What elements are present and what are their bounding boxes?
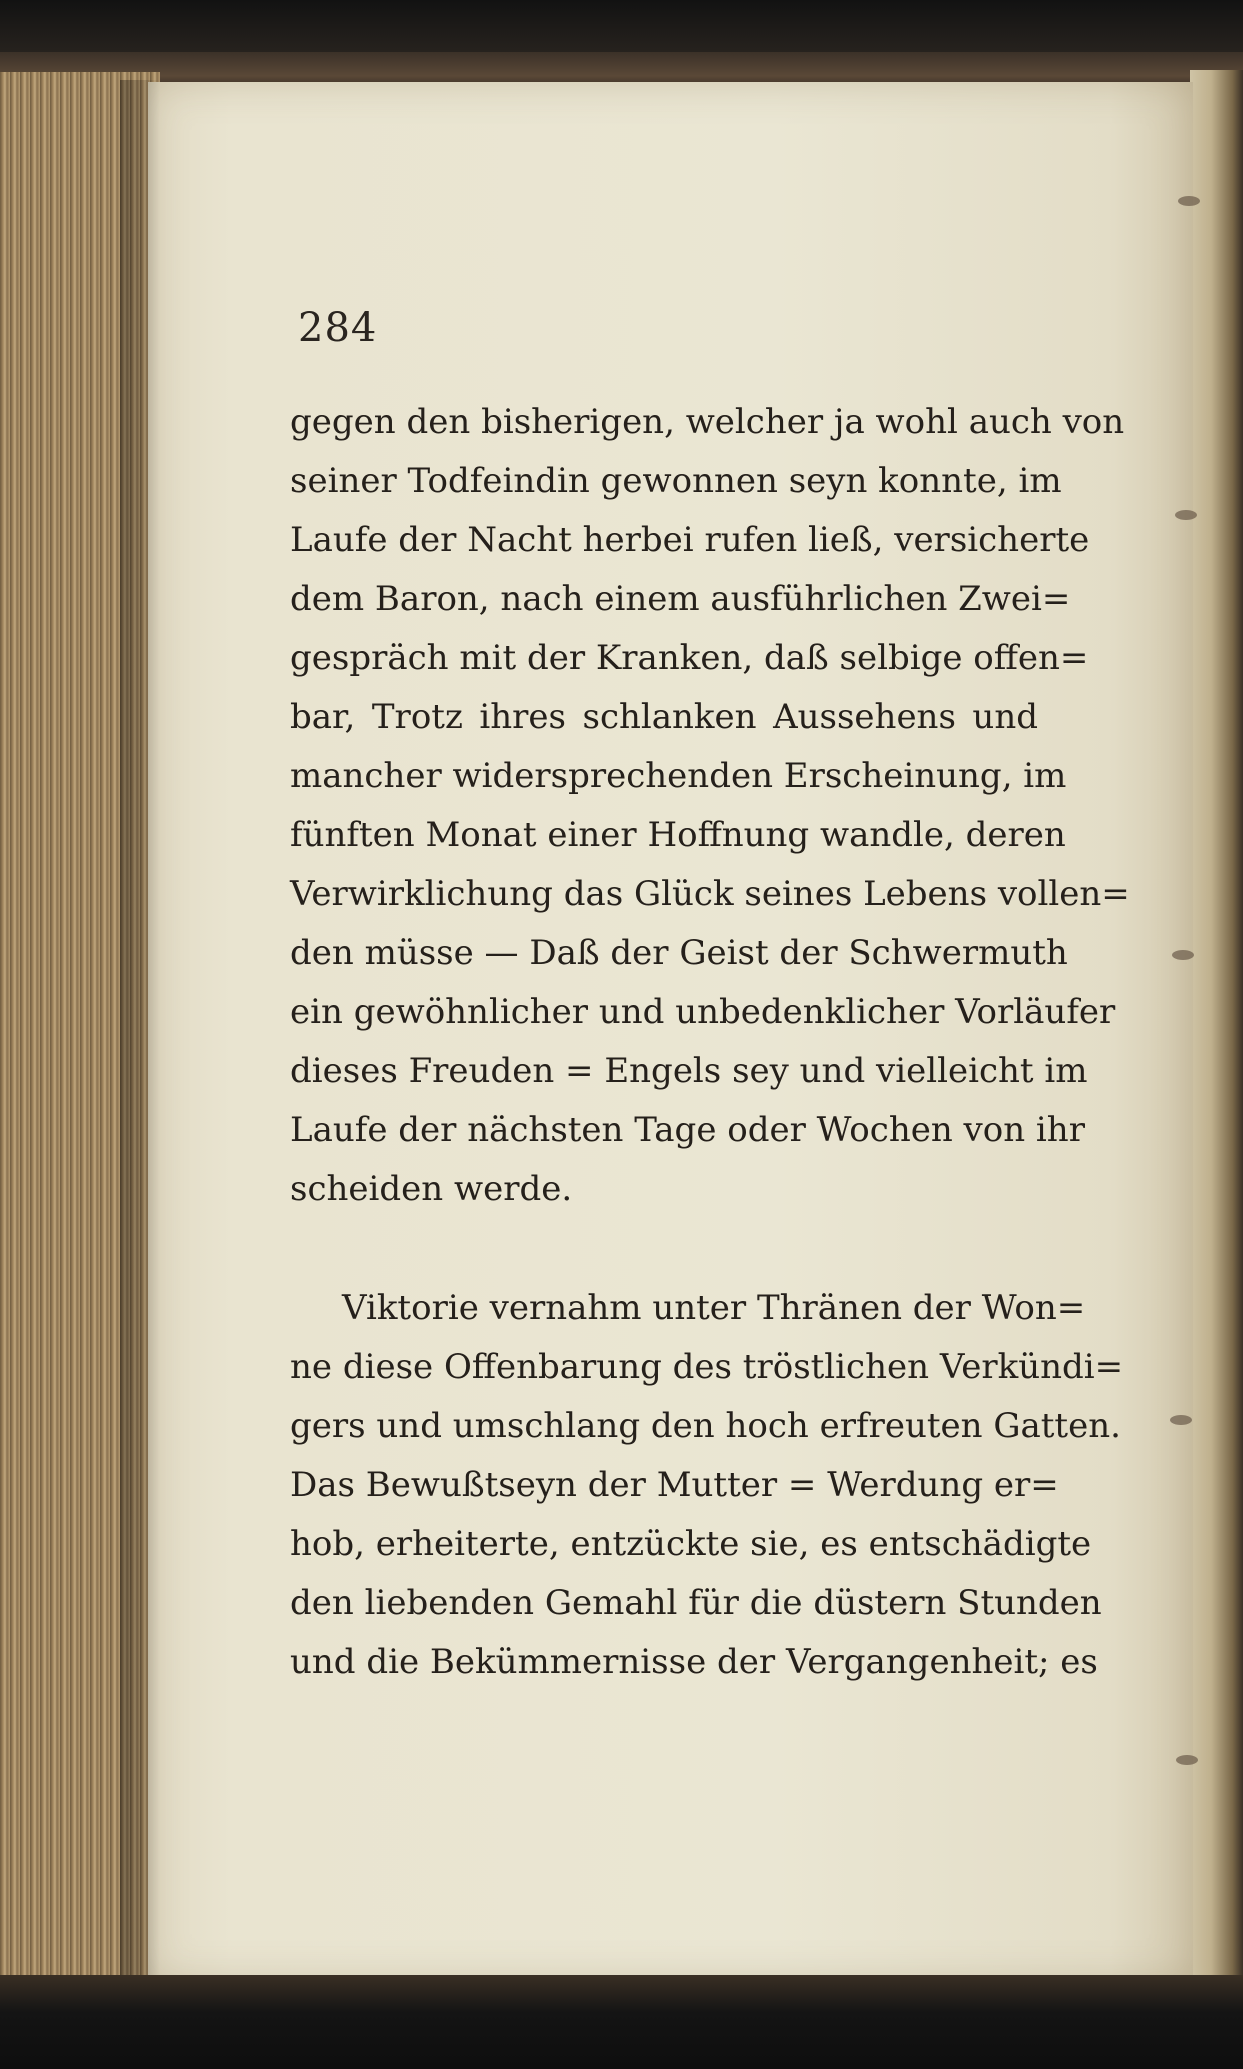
text-line: seiner Todfeindin gewonnen seyn konnte, im xyxy=(290,461,1062,501)
text-line: Laufe der nächsten Tage oder Wochen von ihr xyxy=(290,1110,1085,1150)
gutter-shadow xyxy=(120,80,160,1980)
text-line: Viktorie vernahm unter Thränen der Won= xyxy=(342,1288,1086,1328)
text-line: dieses Freuden = Engels sey und vielleicht im xyxy=(290,1051,1088,1091)
text-line: hob, erheiterte, entzückte sie, es entschädigte xyxy=(290,1524,1092,1564)
text-line: den müsse — Daß der Geist der Schwermuth xyxy=(290,933,1068,973)
text-line: und die Bekümmernisse der Vergangenheit; es xyxy=(290,1642,1098,1682)
text-line: scheiden werde. xyxy=(290,1169,573,1209)
text-line: den liebenden Gemahl für die düstern Stunden xyxy=(290,1583,1102,1623)
text-line: gespräch mit der Kranken, daß selbige offen= xyxy=(290,638,1089,678)
text-line: Das Bewußtseyn der Mutter = Werdung er= xyxy=(290,1465,1059,1505)
text-line: gers und umschlang den hoch erfreuten Gatten. xyxy=(290,1406,1121,1446)
text-line: bar, Trotz ihres schlanken Aussehens und xyxy=(290,697,1038,737)
text-line: mancher widersprechenden Erscheinung, im xyxy=(290,756,1067,796)
scan-background-bottom xyxy=(0,1975,1243,2069)
text-line: ein gewöhnlicher und unbedenklicher Vorläufer xyxy=(290,992,1116,1032)
page-blemish xyxy=(1175,510,1197,520)
paragraph-1 xyxy=(290,393,1130,1219)
page-number: 284 xyxy=(298,305,378,351)
page-blemish xyxy=(1178,196,1200,206)
page-blemish xyxy=(1170,1415,1192,1425)
text-line: gegen den bisherigen, welcher ja wohl auch von xyxy=(290,402,1125,442)
text-line: Laufe der Nacht herbei rufen ließ, versicherte xyxy=(290,520,1090,560)
text-line: ne diese Offenbarung des tröstlichen Verkündi= xyxy=(290,1347,1124,1387)
text-line: Verwirklichung das Glück seines Lebens vollen= xyxy=(290,874,1130,914)
page-blemish xyxy=(1172,950,1194,960)
paragraph-2 xyxy=(290,1279,1124,1692)
text-line: dem Baron, nach einem ausführlichen Zwei= xyxy=(290,579,1071,619)
facing-page-edge xyxy=(1190,70,1243,2000)
text-line: fünften Monat einer Hoffnung wandle, deren xyxy=(290,815,1066,855)
page-blemish xyxy=(1176,1755,1198,1765)
